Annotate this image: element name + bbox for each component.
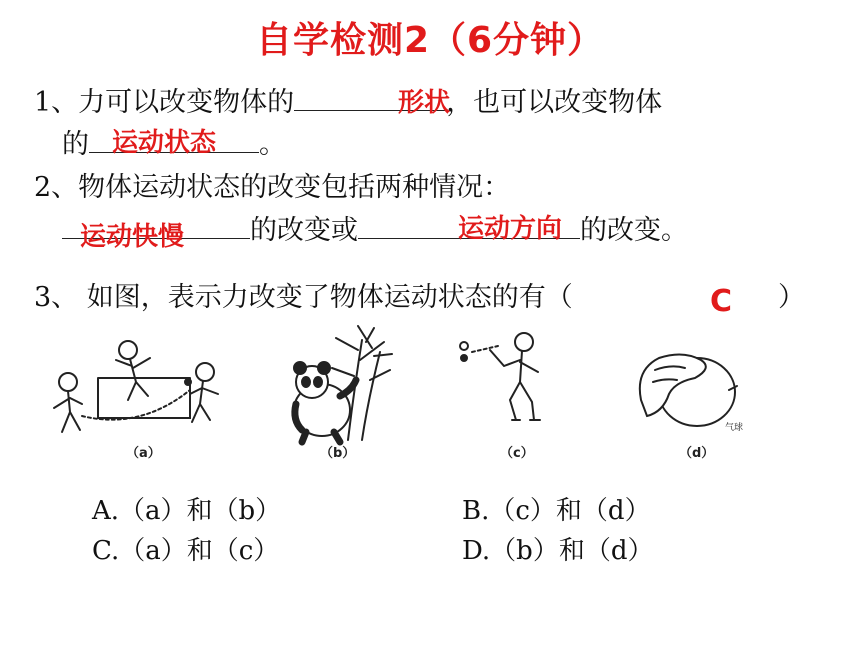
q1-prefix: 1、力可以改变物体的 xyxy=(34,87,295,118)
q1-middle: ，也可以改变物体 xyxy=(446,87,663,118)
page-title: 自学检测2（6分钟） xyxy=(255,20,605,61)
q1-answer-1: 形状 xyxy=(398,88,451,118)
caption-d: （d） xyxy=(679,446,715,461)
q2-suffix: 的改变。 xyxy=(580,215,688,246)
q3-close-paren: ） xyxy=(778,282,805,313)
option-a[interactable]: A.（a）和（b） xyxy=(92,496,282,526)
caption-b: （b） xyxy=(320,446,356,461)
illustration-c-batter xyxy=(450,320,560,470)
caption-a: （a） xyxy=(126,446,161,461)
question-1-line-1 xyxy=(34,86,662,116)
option-d[interactable]: D.（b）和（d） xyxy=(462,536,654,566)
q2-answer-2: 运动方向 xyxy=(458,214,563,244)
illustration-a-ball-kick xyxy=(40,320,240,470)
illustration-b-panda-bamboo xyxy=(262,320,397,470)
illustration-d-balloon xyxy=(625,320,765,470)
balloon-label: 气球 xyxy=(725,423,744,433)
q1-line2-suffix: 。 xyxy=(259,129,286,160)
caption-c: （c） xyxy=(500,446,534,461)
option-c[interactable]: C.（a）和（c） xyxy=(92,536,280,566)
option-b[interactable]: B.（c）和（d） xyxy=(462,496,651,526)
q2-mid: 的改变或 xyxy=(250,215,358,246)
q1-line2-prefix: 的 xyxy=(62,129,89,160)
q2-answer-1: 运动快慢 xyxy=(80,222,185,252)
question-3-stem xyxy=(34,284,573,311)
q3-answer: C xyxy=(710,284,733,319)
q3-stem-text: 3、 如图，表示力改变了物体运动状态的有（ xyxy=(34,282,573,313)
q1-answer-2: 运动状态 xyxy=(112,128,217,158)
question-2-line-1: 2、物体运动状态的改变包括两种情况： xyxy=(34,172,511,203)
